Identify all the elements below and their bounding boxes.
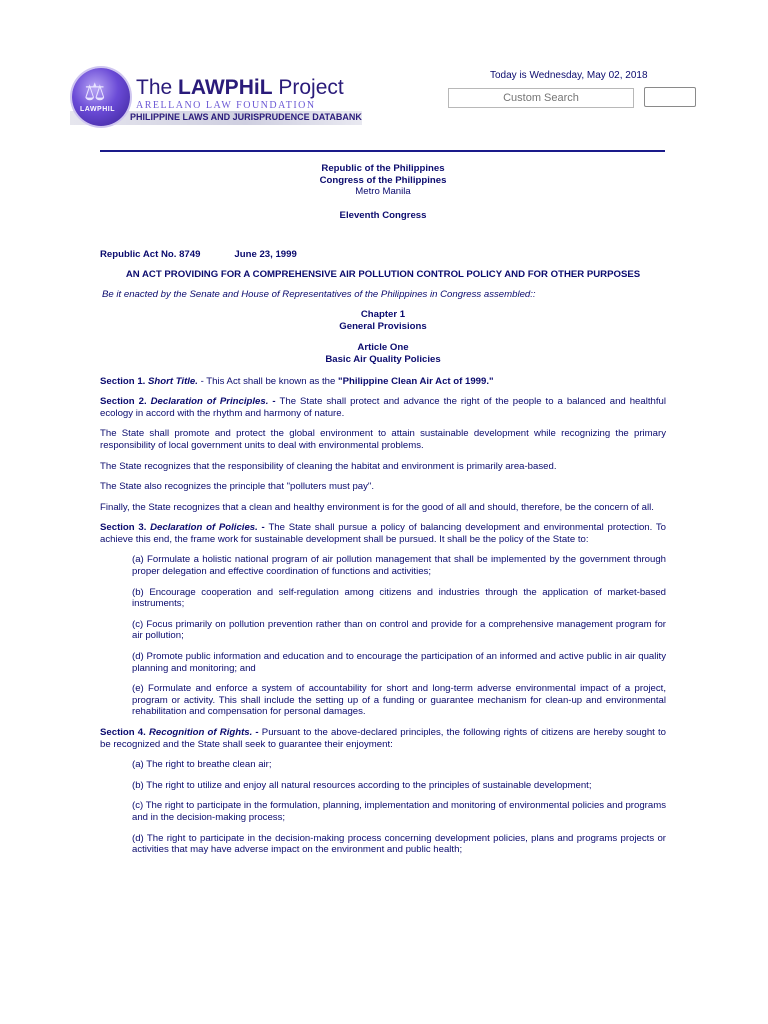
section-4-item: (a) The right to breathe clean air; xyxy=(132,759,272,771)
section-4-title: Recognition of Rights. xyxy=(148,727,253,738)
section-1-quote: "Philippine Clean Air Act of 1999." xyxy=(338,375,494,387)
section-3 xyxy=(100,522,666,545)
doc-republic: Republic of the Philippines xyxy=(321,163,445,174)
section-3-item: (e) Formulate and enforce a system of accountability for short and long-term adverse environmental impact of a project, program or activity. This shall include the setting up of a funding or guarantee mechanism for clean-up and environmental rehabilitation and compensation for personal damages. xyxy=(132,683,666,718)
chapter-title: General Provisions xyxy=(339,320,427,332)
section-1-text: - This Act shall be known as the xyxy=(197,375,339,387)
section-3-label: Section 3. xyxy=(100,522,147,534)
ra-date: June 23, 1999 xyxy=(234,249,297,261)
ra-line xyxy=(100,249,666,261)
section-4-dash: - xyxy=(252,727,262,738)
article-title: Basic Air Quality Policies xyxy=(325,353,441,365)
section-2-dash: - xyxy=(268,396,280,408)
section-4-text: Pursuant to the above-declared principles, the following rights of citizens are hereby sought to be recognized and the State shall seek to guarantee their enjoyment: xyxy=(100,727,666,750)
chapter-number: Chapter 1 xyxy=(360,309,406,321)
section-2-label: Section 2. xyxy=(100,396,147,408)
doc-session: Eleventh Congress xyxy=(339,209,427,221)
lawphil-logo[interactable] xyxy=(70,64,362,128)
logo-title-bold: LAWPHiL xyxy=(178,76,273,99)
section-4-item: (b) The right to utilize and enjoy all natural resources according to the principles of sustainable development; xyxy=(132,779,592,791)
section-3-title: Declaration of Policies. xyxy=(150,522,258,534)
section-4 xyxy=(100,727,666,750)
scales-glyph: ⚖ xyxy=(84,78,106,106)
section-3-item: (d) Promote public information and education and to encourage the participation of an informed and active public in air quality planning and monitoring; and xyxy=(132,651,666,674)
section-3-dash: - xyxy=(257,522,269,534)
section-2-para-3: The State recognizes that the responsibility of cleaning the habitat and environment is primarily area-based. xyxy=(100,460,557,472)
section-4-label: Section 4. xyxy=(100,727,146,738)
search-button[interactable] xyxy=(644,87,696,107)
section-1 xyxy=(100,376,666,388)
enacting-clause: Be it enacted by the Senate and House of Representatives of the Philippines in Congress assembled:: xyxy=(102,288,536,300)
section-3-item: (b) Encourage cooperation and self-regulation among citizens and industries through the application of market-based instruments; xyxy=(132,586,666,610)
act-title: AN ACT PROVIDING FOR A COMPREHENSIVE AIR POLLUTION CONTROL POLICY AND FOR OTHER PURPOSES xyxy=(125,268,641,280)
logo-badge-text: LAWPHIL xyxy=(80,106,115,113)
document-body xyxy=(100,163,666,856)
scales-of-justice-icon xyxy=(72,68,130,126)
section-4-item: (c) The right to participate in the formulation, planning, implementation and monitoring of environmental policies and programs and in the decision-making process; xyxy=(132,800,666,823)
doc-city: Metro Manila xyxy=(355,186,411,198)
today-date: Today is Wednesday, May 02, 2018 xyxy=(490,70,648,81)
section-3-item: (a) Formulate a holistic national program of air pollution management that shall be implemented by the government through proper delegation and effective coordination of functions and activities; xyxy=(132,554,666,578)
logo-subtitle: ARELLANO LAW FOUNDATION xyxy=(136,100,316,111)
section-4-item: (d) The right to participate in the decision-making process concerning development policies, plans and programs projects or activities that may have adverse impact on the environment and public health; xyxy=(132,832,666,856)
article-number: Article One xyxy=(357,342,409,354)
ra-number: Republic Act No. 8749 xyxy=(100,249,201,261)
section-2-para-2: The State shall promote and protect the global environment to attain sustainable development while recognizing the primary responsibility of local government units to deal with environmental problems. xyxy=(100,428,666,451)
section-3-item: (c) Focus primarily on pollution prevention rather than on control and provide for a comprehensive management program for air pollution; xyxy=(132,618,666,642)
section-2-text: The State shall protect and advance the right of the people to a balanced and healthful ecology in accord with the rhythm and harmony of nature. xyxy=(100,396,666,419)
header-divider xyxy=(100,150,665,152)
logo-title-suffix: Project xyxy=(272,76,344,99)
logo-title xyxy=(136,76,344,100)
doc-congress: Congress of the Philippines xyxy=(319,174,447,186)
search-input[interactable] xyxy=(448,88,634,108)
logo-title-prefix: The xyxy=(136,76,179,99)
section-2-para-5: Finally, the State recognizes that a clean and healthy environment is for the good of all and should, therefore, be the concern of all. xyxy=(100,501,654,513)
section-2-title: Declaration of Principles. xyxy=(150,396,269,408)
section-1-title: Short Title. xyxy=(148,375,198,387)
logo-band-text: PHILIPPINE LAWS AND JURISPRUDENCE DATABANK xyxy=(130,112,362,122)
section-1-label: Section 1. xyxy=(100,375,146,387)
page-header xyxy=(0,0,768,140)
section-2-para-4: The State also recognizes the principle that "polluters must pay". xyxy=(100,481,374,493)
section-2 xyxy=(100,396,666,419)
section-3-text: The State shall pursue a policy of balancing development and environmental protection. To achieve this end, the frame work for sustainable development shall be pursued. It shall be the policy of the State to: xyxy=(100,522,666,545)
